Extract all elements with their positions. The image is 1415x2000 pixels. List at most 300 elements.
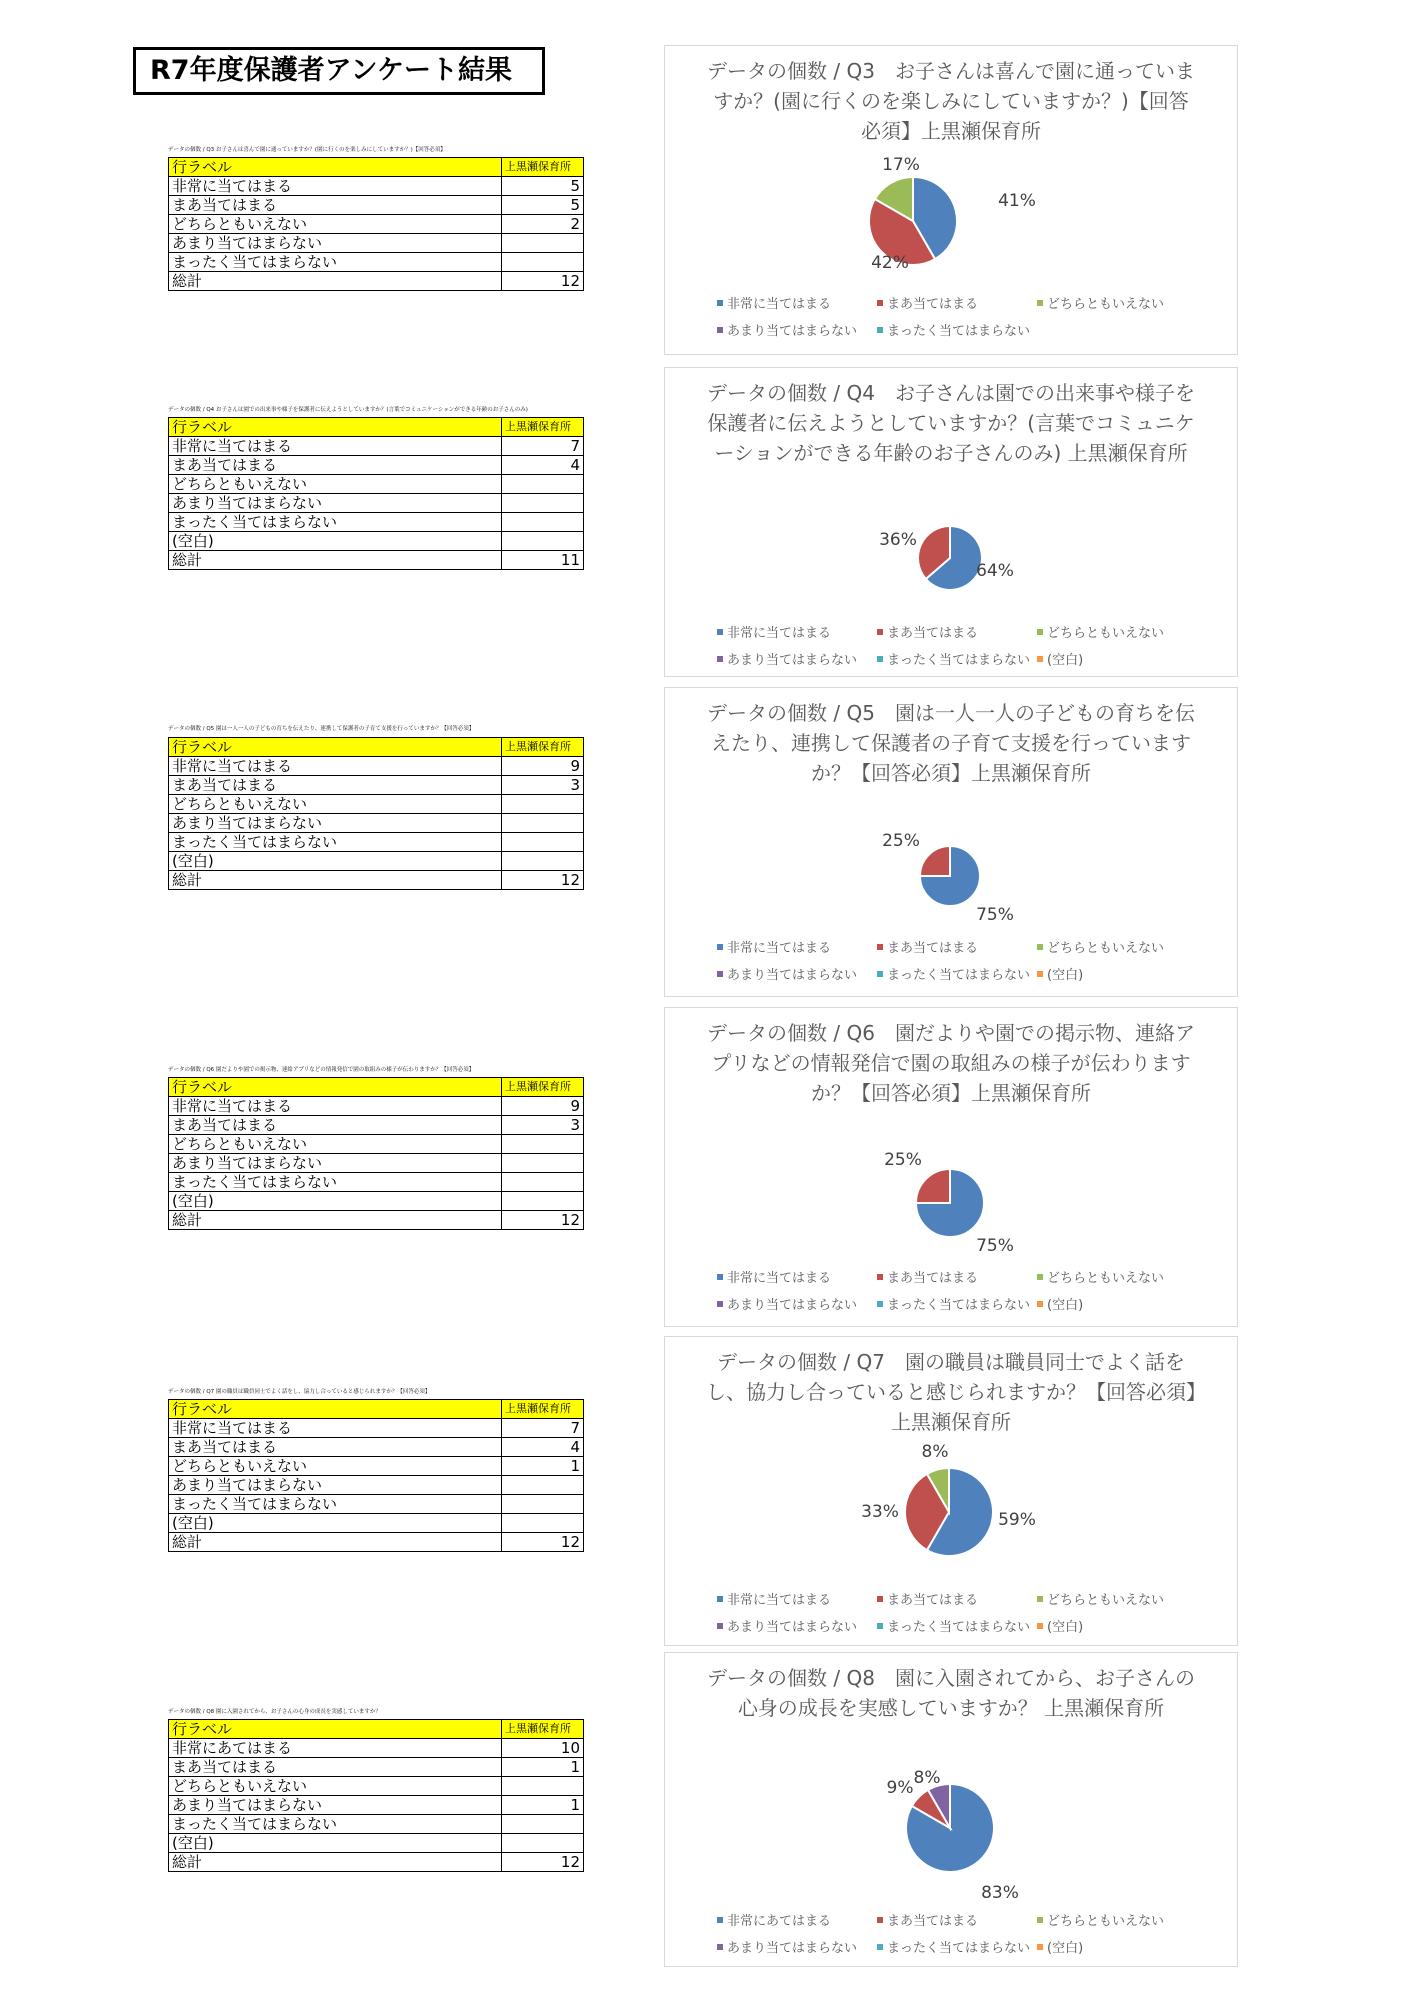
row-label-cell: まあ当てはまる — [169, 1438, 502, 1457]
legend-label: あまり当てはまらない — [727, 1941, 858, 1956]
legend-label: あまり当てはまらない — [727, 1298, 858, 1313]
legend-label: まったく当てはまらない — [887, 324, 1031, 339]
header-row-label: 行ラベル — [169, 158, 502, 177]
legend-label: どちらともいえない — [1047, 1593, 1165, 1608]
table-row — [169, 852, 584, 871]
slice-percent-label: 8% — [913, 1768, 941, 1788]
row-label-cell: まったく当てはまらない — [169, 513, 502, 532]
legend-item — [717, 293, 877, 312]
table-caption: データの個数 / Q7 園の職員は職員同士でよく話をし、協力し合っていると感じられますか？【回答必須】 — [168, 1389, 431, 1395]
table-row — [169, 513, 584, 532]
row-label-cell: 総計 — [169, 272, 502, 291]
count-cell — [502, 1476, 584, 1495]
table-row — [169, 475, 584, 494]
legend-label: どちらともいえない — [1047, 941, 1165, 956]
count-cell — [502, 1815, 584, 1834]
chart-title: データの個数 / Q7 園の職員は職員同士でよく話をし、協力し合っていると感じられますか？【回答必須】上黒瀬保育所 — [706, 1350, 1196, 1434]
legend-swatch — [1037, 1623, 1043, 1629]
row-label-cell: (空白) — [169, 852, 502, 871]
row-label-cell: 総計 — [169, 551, 502, 570]
table-header-row — [169, 1720, 584, 1739]
table-row — [169, 1853, 584, 1872]
row-label-cell: あまり当てはまらない — [169, 494, 502, 513]
chart-legend — [717, 1585, 1207, 1639]
legend-label: あまり当てはまらない — [727, 968, 858, 983]
legend-item — [1037, 293, 1187, 312]
count-cell: 4 — [502, 456, 584, 475]
legend-row — [717, 316, 1207, 343]
count-cell — [502, 475, 584, 494]
row-label-cell: どちらともいえない — [169, 795, 502, 814]
chart-title: データの個数 / Q6 園だよりや園での掲示物、連絡アプリなどの情報発信で園の取組みの様子が伝わりますか？【回答必須】上黒瀬保育所 — [707, 1021, 1195, 1105]
table-row — [169, 1154, 584, 1173]
legend-label: まったく当てはまらない — [887, 1620, 1031, 1635]
legend-label: まあ当てはまる — [887, 941, 979, 956]
legend-item — [877, 293, 1037, 312]
pie-slice — [916, 1169, 950, 1203]
count-cell — [502, 1514, 584, 1533]
legend-item — [717, 1937, 877, 1956]
count-cell — [502, 795, 584, 814]
table-row — [169, 1438, 584, 1457]
legend-swatch — [877, 629, 883, 635]
legend-item — [717, 1589, 877, 1608]
legend-swatch — [1037, 1944, 1043, 1950]
slice-percent-label: 83% — [981, 1883, 1019, 1903]
legend-row — [717, 1585, 1207, 1612]
table-row — [169, 272, 584, 291]
table-row — [169, 196, 584, 215]
legend-row — [717, 289, 1207, 316]
legend-swatch — [717, 1623, 723, 1629]
legend-swatch — [1037, 629, 1043, 635]
legend-item — [1037, 1589, 1187, 1608]
row-label-cell: 総計 — [169, 1533, 502, 1552]
header-column-label: 上黒瀬保育所 — [502, 158, 584, 177]
table-row — [169, 1173, 584, 1192]
table-row — [169, 1135, 584, 1154]
row-label-cell: どちらともいえない — [169, 475, 502, 494]
row-label-cell: 非常に当てはまる — [169, 757, 502, 776]
table-caption: データの個数 / Q4 お子さんは園での出来事や様子を保護者に伝えようとしていますか？(言葉でコミュニケーションができる年齢のお子さんのみ) — [168, 407, 528, 413]
slice-percent-label: 36% — [879, 530, 917, 550]
count-cell: 9 — [502, 757, 584, 776]
legend-label: まあ当てはまる — [887, 1271, 979, 1286]
count-cell: 9 — [502, 1097, 584, 1116]
table-row — [169, 1514, 584, 1533]
legend-swatch — [877, 1917, 883, 1923]
table-row — [169, 1211, 584, 1230]
legend-label: まあ当てはまる — [887, 626, 979, 641]
legend-swatch — [877, 1596, 883, 1602]
legend-label: (空白) — [1047, 1941, 1084, 1956]
row-label-cell: 総計 — [169, 1853, 502, 1872]
legend-label: 非常に当てはまる — [727, 626, 832, 641]
legend-swatch — [877, 300, 883, 306]
row-label-cell: まあ当てはまる — [169, 1758, 502, 1777]
table-row — [169, 437, 584, 456]
pivot-table — [168, 1077, 584, 1230]
page-title: R7年度保護者アンケート結果 — [133, 47, 545, 95]
legend-item — [877, 1589, 1037, 1608]
legend-label: (空白) — [1047, 1620, 1084, 1635]
table-row — [169, 1495, 584, 1514]
legend-label: どちらともいえない — [1047, 1271, 1165, 1286]
legend-label: まったく当てはまらない — [887, 968, 1031, 983]
legend-item — [877, 1910, 1037, 1929]
legend-label: まったく当てはまらない — [887, 1941, 1031, 1956]
legend-swatch — [1037, 1596, 1043, 1602]
legend-row — [717, 1263, 1207, 1290]
pie-chart-panel — [664, 1336, 1238, 1646]
table-row — [169, 1419, 584, 1438]
row-label-cell: どちらともいえない — [169, 215, 502, 234]
legend-swatch — [1037, 656, 1043, 662]
row-label-cell: 非常にあてはまる — [169, 1739, 502, 1758]
count-cell — [502, 814, 584, 833]
row-label-cell: まったく当てはまらない — [169, 1815, 502, 1834]
table-row — [169, 871, 584, 890]
count-cell: 1 — [502, 1457, 584, 1476]
slice-percent-label: 33% — [861, 1502, 899, 1522]
legend-item — [877, 1267, 1037, 1286]
legend-swatch — [717, 1301, 723, 1307]
chart-legend — [717, 933, 1207, 987]
count-cell — [502, 852, 584, 871]
legend-row — [717, 645, 1207, 672]
header-column-label: 上黒瀬保育所 — [502, 1078, 584, 1097]
row-label-cell: (空白) — [169, 1834, 502, 1853]
pie-chart-panel — [664, 45, 1238, 355]
pivot-table — [168, 1399, 584, 1552]
row-label-cell: まあ当てはまる — [169, 196, 502, 215]
legend-swatch — [717, 944, 723, 950]
table-row — [169, 234, 584, 253]
chart-legend — [717, 1263, 1207, 1317]
legend-swatch — [717, 327, 723, 333]
row-label-cell: あまり当てはまらない — [169, 234, 502, 253]
chart-title: データの個数 / Q5 園は一人一人の子どもの育ちを伝えたり、連携して保護者の子育て支援を行っていますか？【回答必須】上黒瀬保育所 — [707, 701, 1195, 785]
slice-percent-label: 42% — [871, 253, 909, 273]
row-label-cell: あまり当てはまらない — [169, 1796, 502, 1815]
legend-swatch — [717, 971, 723, 977]
legend-item — [877, 937, 1037, 956]
legend-row — [717, 1290, 1207, 1317]
legend-item — [717, 937, 877, 956]
legend-swatch — [717, 1596, 723, 1602]
legend-label: どちらともいえない — [1047, 1914, 1165, 1929]
count-cell: 7 — [502, 1419, 584, 1438]
table-header-row — [169, 1400, 584, 1419]
legend-swatch — [877, 944, 883, 950]
header-row-label: 行ラベル — [169, 418, 502, 437]
count-cell: 12 — [502, 272, 584, 291]
slice-percent-label: 25% — [882, 831, 920, 851]
row-label-cell: あまり当てはまらない — [169, 1154, 502, 1173]
legend-swatch — [717, 1274, 723, 1280]
legend-item — [877, 1616, 1037, 1635]
count-cell: 5 — [502, 196, 584, 215]
legend-swatch — [877, 327, 883, 333]
count-cell — [502, 833, 584, 852]
table-row — [169, 532, 584, 551]
count-cell — [502, 1834, 584, 1853]
count-cell — [502, 1154, 584, 1173]
legend-label: まあ当てはまる — [887, 1593, 979, 1608]
legend-item — [717, 1616, 877, 1635]
legend-label: あまり当てはまらない — [727, 324, 858, 339]
legend-swatch — [1037, 1274, 1043, 1280]
count-cell — [502, 253, 584, 272]
count-cell — [502, 1192, 584, 1211]
legend-item — [1037, 1937, 1117, 1956]
table-header-row — [169, 158, 584, 177]
legend-item — [1037, 1267, 1187, 1286]
legend-row — [717, 1612, 1207, 1639]
chart-legend — [717, 1906, 1207, 1960]
slice-percent-label: 75% — [976, 1236, 1014, 1256]
count-cell: 5 — [502, 177, 584, 196]
table-row — [169, 833, 584, 852]
legend-item — [1037, 964, 1117, 983]
legend-row — [717, 1933, 1207, 1960]
table-row — [169, 1777, 584, 1796]
count-cell: 3 — [502, 776, 584, 795]
table-row — [169, 1758, 584, 1777]
legend-swatch — [1037, 971, 1043, 977]
table-row — [169, 757, 584, 776]
slice-percent-label: 75% — [976, 905, 1014, 925]
legend-row — [717, 1906, 1207, 1933]
legend-label: まあ当てはまる — [887, 1914, 979, 1929]
row-label-cell: まあ当てはまる — [169, 1116, 502, 1135]
header-row-label: 行ラベル — [169, 1078, 502, 1097]
legend-row — [717, 960, 1207, 987]
slice-percent-label: 59% — [998, 1510, 1036, 1530]
row-label-cell: まあ当てはまる — [169, 456, 502, 475]
legend-item — [1037, 1616, 1117, 1635]
legend-swatch — [717, 1944, 723, 1950]
legend-label: (空白) — [1047, 653, 1084, 668]
legend-item — [717, 1267, 877, 1286]
legend-swatch — [877, 1274, 883, 1280]
table-row — [169, 776, 584, 795]
row-label-cell: まったく当てはまらない — [169, 833, 502, 852]
legend-label: (空白) — [1047, 1298, 1084, 1313]
count-cell: 3 — [502, 1116, 584, 1135]
count-cell: 12 — [502, 1853, 584, 1872]
legend-swatch — [717, 1917, 723, 1923]
legend-item — [1037, 1294, 1117, 1313]
row-label-cell: どちらともいえない — [169, 1777, 502, 1796]
table-caption: データの個数 / Q5 園は一人一人の子どもの育ちを伝えたり、連携して保護者の子育て支援を行っていますか？【回答必須】 — [168, 726, 475, 732]
legend-swatch — [1037, 300, 1043, 306]
pie-chart-panel — [664, 687, 1238, 997]
count-cell: 12 — [502, 871, 584, 890]
pivot-table — [168, 737, 584, 890]
count-cell: 4 — [502, 1438, 584, 1457]
legend-label: 非常に当てはまる — [727, 1593, 832, 1608]
legend-row — [717, 933, 1207, 960]
row-label-cell: まったく当てはまらない — [169, 253, 502, 272]
legend-label: (空白) — [1047, 968, 1084, 983]
legend-label: 非常に当てはまる — [727, 297, 832, 312]
row-label-cell: 総計 — [169, 871, 502, 890]
slice-percent-label: 25% — [884, 1150, 922, 1170]
table-header-row — [169, 1078, 584, 1097]
header-column-label: 上黒瀬保育所 — [502, 418, 584, 437]
table-row — [169, 1796, 584, 1815]
table-caption: データの個数 / Q6 園だよりや園での掲示物、連絡アプリなどの情報発信で園の取組みの様子が伝わりますか？【回答必須】 — [168, 1067, 475, 1073]
pie-chart-panel — [664, 367, 1238, 677]
legend-label: 非常に当てはまる — [727, 1271, 832, 1286]
table-header-row — [169, 418, 584, 437]
count-cell: 1 — [502, 1758, 584, 1777]
legend-label: まあ当てはまる — [887, 297, 979, 312]
row-label-cell: 非常に当てはまる — [169, 177, 502, 196]
count-cell: 11 — [502, 551, 584, 570]
chart-title: データの個数 / Q8 園に入園されてから、お子さんの心身の成長を実感していますか？ 上黒瀬保育所 — [707, 1666, 1195, 1720]
chart-title: データの個数 / Q4 お子さんは園での出来事や様子を保護者に伝えようとしていますか？(言葉でコミュニケーションができる年齢のお子さんのみ) 上黒瀬保育所 — [707, 381, 1195, 465]
count-cell: 2 — [502, 215, 584, 234]
legend-label: 非常にあてはまる — [727, 1914, 832, 1929]
legend-item — [717, 622, 877, 641]
slice-percent-label: 64% — [976, 561, 1014, 581]
slice-percent-label: 8% — [921, 1442, 949, 1462]
count-cell: 10 — [502, 1739, 584, 1758]
legend-item — [1037, 1910, 1187, 1929]
legend-swatch — [717, 629, 723, 635]
table-row — [169, 1457, 584, 1476]
table-row — [169, 814, 584, 833]
count-cell — [502, 532, 584, 551]
row-label-cell: まあ当てはまる — [169, 776, 502, 795]
legend-swatch — [877, 1944, 883, 1950]
count-cell — [502, 1777, 584, 1796]
count-cell: 12 — [502, 1533, 584, 1552]
count-cell — [502, 1495, 584, 1514]
legend-label: あまり当てはまらない — [727, 653, 858, 668]
count-cell — [502, 494, 584, 513]
pie-chart-panel — [664, 1652, 1238, 1967]
count-cell: 7 — [502, 437, 584, 456]
legend-item — [1037, 649, 1117, 668]
table-row — [169, 1192, 584, 1211]
count-cell — [502, 513, 584, 532]
legend-item — [877, 964, 1037, 983]
table-row — [169, 253, 584, 272]
row-label-cell: 総計 — [169, 1211, 502, 1230]
row-label-cell: あまり当てはまらない — [169, 1476, 502, 1495]
pivot-table — [168, 1719, 584, 1872]
chart-legend — [717, 618, 1207, 672]
legend-item — [877, 1294, 1037, 1313]
table-row — [169, 177, 584, 196]
table-row — [169, 215, 584, 234]
row-label-cell: まったく当てはまらない — [169, 1495, 502, 1514]
header-column-label: 上黒瀬保育所 — [502, 1400, 584, 1419]
legend-label: どちらともいえない — [1047, 626, 1165, 641]
table-row — [169, 1116, 584, 1135]
legend-swatch — [1037, 944, 1043, 950]
legend-swatch — [877, 1301, 883, 1307]
slice-percent-label: 9% — [886, 1778, 914, 1798]
legend-item — [877, 1937, 1037, 1956]
count-cell — [502, 1173, 584, 1192]
table-row — [169, 456, 584, 475]
pivot-table — [168, 417, 584, 570]
header-column-label: 上黒瀬保育所 — [502, 1720, 584, 1739]
count-cell — [502, 234, 584, 253]
legend-label: まったく当てはまらない — [887, 653, 1031, 668]
legend-item — [717, 320, 877, 339]
legend-item — [717, 1294, 877, 1313]
pivot-table — [168, 157, 584, 291]
count-cell: 12 — [502, 1211, 584, 1230]
header-row-label: 行ラベル — [169, 1720, 502, 1739]
legend-item — [877, 649, 1037, 668]
legend-label: あまり当てはまらない — [727, 1620, 858, 1635]
legend-row — [717, 618, 1207, 645]
legend-item — [1037, 937, 1187, 956]
legend-swatch — [877, 971, 883, 977]
row-label-cell: 非常に当てはまる — [169, 1097, 502, 1116]
legend-item — [877, 320, 1037, 339]
legend-swatch — [717, 656, 723, 662]
slice-percent-label: 17% — [882, 155, 920, 175]
pie-chart-panel — [664, 1007, 1238, 1327]
table-row — [169, 1815, 584, 1834]
table-row — [169, 551, 584, 570]
chart-title: データの個数 / Q3 お子さんは喜んで園に通っていますか？(園に行くのを楽しみにしていますか？)【回答必須】上黒瀬保育所 — [707, 59, 1195, 143]
table-row — [169, 795, 584, 814]
row-label-cell: 非常に当てはまる — [169, 1419, 502, 1438]
count-cell — [502, 1135, 584, 1154]
legend-label: まったく当てはまらない — [887, 1298, 1031, 1313]
row-label-cell: 非常に当てはまる — [169, 437, 502, 456]
header-row-label: 行ラベル — [169, 738, 502, 757]
table-row — [169, 1476, 584, 1495]
legend-item — [1037, 622, 1187, 641]
legend-swatch — [877, 656, 883, 662]
legend-swatch — [877, 1623, 883, 1629]
header-row-label: 行ラベル — [169, 1400, 502, 1419]
table-caption: データの個数 / Q8 園に入園されてから、お子さんの心身の成長を実感していますか？ — [168, 1709, 381, 1715]
legend-item — [717, 1910, 877, 1929]
row-label-cell: どちらともいえない — [169, 1457, 502, 1476]
header-column-label: 上黒瀬保育所 — [502, 738, 584, 757]
legend-item — [717, 649, 877, 668]
count-cell: 1 — [502, 1796, 584, 1815]
chart-legend — [717, 289, 1207, 343]
row-label-cell: (空白) — [169, 532, 502, 551]
table-header-row — [169, 738, 584, 757]
legend-label: どちらともいえない — [1047, 297, 1165, 312]
legend-swatch — [1037, 1301, 1043, 1307]
table-row — [169, 494, 584, 513]
row-label-cell: (空白) — [169, 1514, 502, 1533]
table-caption: データの個数 / Q3 お子さんは喜んで園に通っていますか？(園に行くのを楽しみにしていますか？)【回答必須】 — [168, 147, 446, 153]
row-label-cell: (空白) — [169, 1192, 502, 1211]
table-row — [169, 1097, 584, 1116]
legend-item — [717, 964, 877, 983]
legend-swatch — [717, 300, 723, 306]
table-row — [169, 1739, 584, 1758]
row-label-cell: どちらともいえない — [169, 1135, 502, 1154]
row-label-cell: あまり当てはまらない — [169, 814, 502, 833]
legend-label: 非常に当てはまる — [727, 941, 832, 956]
table-row — [169, 1834, 584, 1853]
